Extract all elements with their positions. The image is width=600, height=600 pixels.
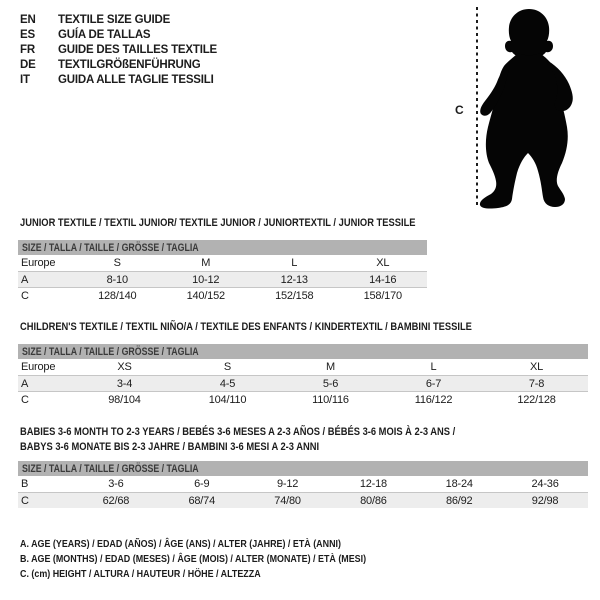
- table-cell: XL: [529, 361, 544, 373]
- language-code: IT: [20, 74, 30, 86]
- baby-silhouette-figure: [468, 4, 588, 212]
- table-cell: 12-13: [280, 273, 308, 286]
- table-cell: 3-4: [116, 377, 133, 390]
- language-row-fr: [20, 43, 217, 58]
- section-title-text: JUNIOR TEXTILE / TEXTIL JUNIOR/ TEXTILE JUNIOR / JUNIORTEXTIL / JUNIOR TESSILE: [20, 217, 416, 229]
- language-row-en: [20, 13, 217, 28]
- language-label: TEXTILGRÖßENFÜHRUNG: [58, 59, 201, 71]
- table-cell: 6-7: [425, 377, 442, 390]
- table-header: [18, 240, 427, 255]
- table-header-text: SIZE / TALLA / TAILLE / GRÖSSE / TAGLIA: [22, 462, 199, 475]
- table-cell: 68/74: [188, 494, 215, 507]
- row-label: C: [21, 494, 29, 507]
- table-cell: XS: [117, 361, 132, 373]
- table-cell: 5-6: [322, 377, 339, 390]
- baby-silhouette: [480, 9, 573, 209]
- table-row: [18, 492, 588, 508]
- size-table-junior: [18, 240, 427, 303]
- table-cell: 104/110: [208, 393, 247, 406]
- row-label: A: [21, 273, 29, 286]
- table-cell: 122/128: [517, 393, 556, 406]
- table-cell: 12-18: [359, 478, 387, 490]
- table-cell: 9-12: [276, 478, 299, 490]
- row-label: C: [21, 393, 29, 406]
- table-cell: 14-16: [369, 273, 397, 286]
- language-code: EN: [20, 14, 36, 26]
- table-cell: 158/170: [363, 289, 402, 302]
- legend-notes: [20, 537, 427, 582]
- language-code: FR: [20, 44, 35, 56]
- note-line-a: [20, 537, 427, 552]
- section-title-children: [20, 320, 552, 335]
- table-cell: 128/140: [98, 289, 137, 302]
- language-label: GUÍA DE TALLAS: [58, 29, 151, 41]
- table-cell: 86/92: [445, 494, 473, 507]
- table-body: [18, 255, 427, 303]
- size-table-babies: [18, 461, 588, 508]
- row-label: A: [21, 377, 29, 390]
- table-row: [18, 476, 588, 492]
- language-label: TEXTILE SIZE GUIDE: [58, 14, 171, 26]
- section-title-text: BABYS 3-6 MONATE BIS 2-3 JAHRE / BAMBINI 3-6 MESI A 2-3 ANNI: [20, 441, 320, 453]
- language-row-it: [20, 73, 217, 88]
- table-cell: 10-12: [192, 273, 220, 286]
- table-cell: 24-36: [531, 478, 559, 490]
- note-line-b: [20, 552, 427, 567]
- table-cell: 4-5: [219, 377, 236, 390]
- table-cell: L: [430, 361, 437, 373]
- table-header: [18, 461, 588, 476]
- section-title-text: CHILDREN'S TEXTILE / TEXTIL NIÑO/A / TEXTILE DES ENFANTS / KINDERTEXTIL / BAMBINI TESSILE: [20, 321, 472, 333]
- language-row-es: [20, 28, 217, 43]
- table-cell: 62/68: [102, 494, 130, 507]
- note-text: A. AGE (YEARS) / EDAD (AÑOS) / ÂGE (ANS) / ALTER (JAHRE) / ETÀ (ANNI): [20, 538, 341, 550]
- table-cell: 110/116: [312, 393, 349, 406]
- language-code: DE: [20, 59, 36, 71]
- size-table-children: [18, 344, 588, 407]
- table-cell: 8-10: [106, 273, 128, 286]
- language-code: ES: [20, 29, 35, 41]
- table-cell: 74/80: [274, 494, 301, 507]
- table-cell: M: [326, 361, 335, 373]
- table-row: [18, 391, 588, 407]
- table-cell: 6-9: [194, 478, 210, 490]
- section-title-junior: [20, 216, 485, 231]
- table-body: [18, 359, 588, 407]
- table-cell: 98/104: [108, 393, 141, 406]
- table-cell: S: [113, 257, 121, 269]
- note-text: C. (cm) HEIGHT / ALTURA / HAUTEUR / HÖHE / ALTEZZA: [20, 568, 261, 580]
- table-cell: 140/152: [186, 289, 225, 302]
- row-label: Europe: [21, 361, 56, 373]
- language-legend: [20, 13, 217, 88]
- table-row: [18, 375, 588, 391]
- table-header-text: SIZE / TALLA / TAILLE / GRÖSSE / TAGLIA: [22, 241, 199, 254]
- table-cell: S: [223, 361, 232, 373]
- table-cell: M: [201, 257, 211, 269]
- row-label: C: [21, 289, 29, 302]
- language-row-de: [20, 58, 217, 73]
- table-row: [18, 255, 427, 271]
- language-label: GUIDE DES TAILLES TEXTILE: [58, 44, 217, 56]
- table-cell: 116/122: [414, 393, 453, 406]
- table-cell: 80/86: [360, 494, 387, 507]
- row-label: Europe: [21, 257, 56, 269]
- table-body: [18, 476, 588, 508]
- table-cell: L: [291, 257, 298, 269]
- table-cell: 152/158: [275, 289, 314, 302]
- note-text: B. AGE (MONTHS) / EDAD (MESES) / ÂGE (MOIS) / ALTER (MONATE) / ETÀ (MESI): [20, 553, 367, 565]
- row-label: B: [21, 478, 29, 490]
- table-header-text: SIZE / TALLA / TAILLE / GRÖSSE / TAGLIA: [22, 345, 199, 358]
- section-title-babies: [20, 425, 532, 455]
- table-cell: 18-24: [445, 478, 473, 490]
- table-row: [18, 359, 588, 375]
- table-cell: 7-8: [528, 377, 545, 390]
- table-cell: XL: [376, 257, 390, 269]
- height-measure-label: C: [455, 103, 464, 117]
- note-line-c: [20, 567, 427, 582]
- table-cell: 92/98: [531, 494, 559, 507]
- table-row: [18, 287, 427, 303]
- section-title-text: BABIES 3-6 MONTH TO 2-3 YEARS / BEBÉS 3-6 MESES A 2-3 AÑOS / BÉBÉS 3-6 MOIS À 2-3 ANS /: [20, 426, 456, 438]
- table-cell: 3-6: [108, 478, 124, 490]
- language-label: GUIDA ALLE TAGLIE TESSILI: [58, 74, 214, 86]
- table-row: [18, 271, 427, 287]
- table-header: [18, 344, 588, 359]
